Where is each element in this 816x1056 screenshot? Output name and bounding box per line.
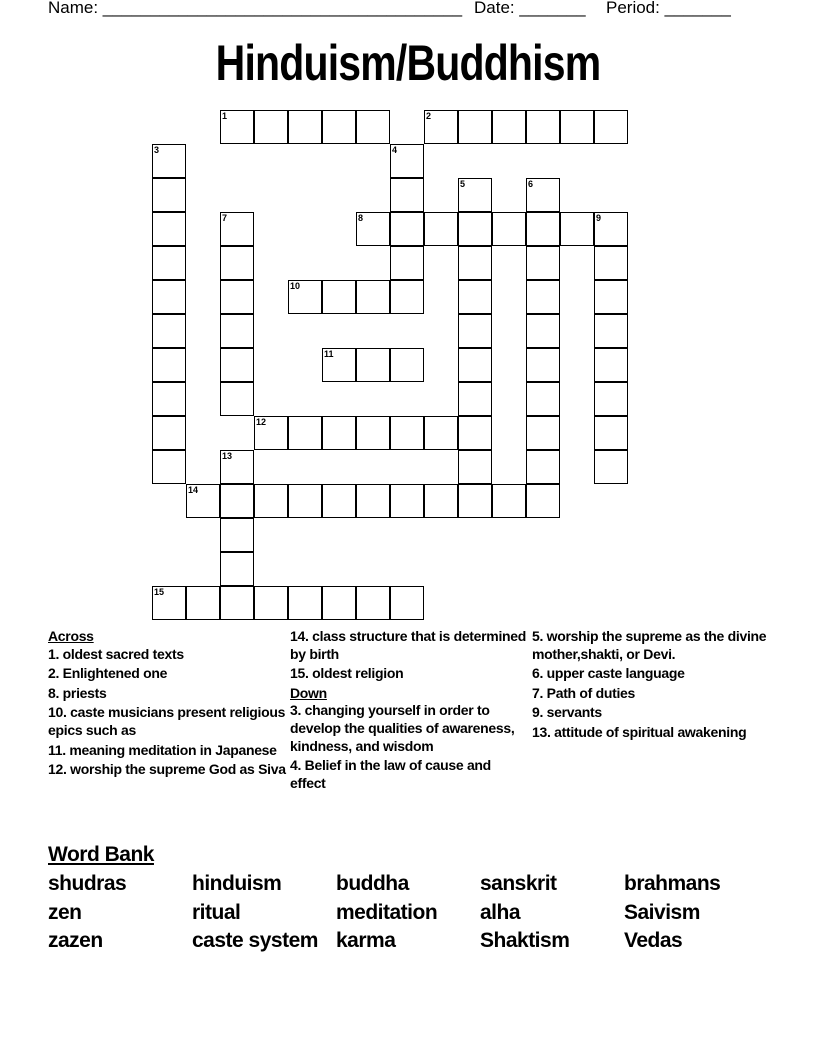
word-bank-word: Saivism bbox=[624, 901, 700, 924]
word-bank-word: karma bbox=[336, 929, 396, 952]
grid-cell[interactable] bbox=[594, 212, 628, 246]
clue-item: 7. Path of duties bbox=[532, 684, 636, 701]
grid-cell[interactable] bbox=[526, 178, 560, 212]
grid-cell[interactable] bbox=[526, 212, 560, 246]
grid-cell[interactable] bbox=[560, 110, 594, 144]
clue-number: 2 bbox=[426, 111, 432, 121]
grid-cell[interactable] bbox=[390, 586, 424, 620]
word-bank-word: buddha bbox=[336, 872, 409, 895]
clue-number: 13 bbox=[222, 451, 233, 461]
clue-number: 9 bbox=[596, 213, 602, 223]
grid-cell[interactable] bbox=[458, 314, 492, 348]
grid-cell[interactable] bbox=[152, 144, 186, 178]
grid-cell[interactable] bbox=[390, 178, 424, 212]
grid-cell[interactable] bbox=[424, 110, 458, 144]
word-bank-word: shudras bbox=[48, 872, 127, 895]
clue-number: 8 bbox=[358, 213, 364, 223]
grid-cell[interactable] bbox=[356, 110, 390, 144]
grid-cell[interactable] bbox=[492, 110, 526, 144]
clue-number: 14 bbox=[188, 485, 199, 495]
grid-cell[interactable] bbox=[594, 382, 628, 416]
word-bank-word: zen bbox=[48, 901, 82, 924]
grid-cell[interactable] bbox=[152, 348, 186, 382]
grid-cell[interactable] bbox=[220, 280, 254, 314]
grid-cell[interactable] bbox=[152, 382, 186, 416]
word-bank-word: hinduism bbox=[192, 872, 282, 895]
grid-cell[interactable] bbox=[254, 586, 288, 620]
word-bank-word: ritual bbox=[192, 901, 241, 924]
grid-cell[interactable] bbox=[458, 348, 492, 382]
grid-cell[interactable] bbox=[288, 110, 322, 144]
grid-cell[interactable] bbox=[356, 280, 390, 314]
clue-number: 12 bbox=[256, 417, 267, 427]
clue-number: 4 bbox=[392, 145, 398, 155]
word-bank-word: Shaktism bbox=[480, 929, 570, 952]
grid-cell[interactable] bbox=[526, 110, 560, 144]
grid-cell[interactable] bbox=[458, 178, 492, 212]
grid-cell[interactable] bbox=[288, 484, 322, 518]
grid-cell[interactable] bbox=[356, 348, 390, 382]
grid-cell[interactable] bbox=[526, 382, 560, 416]
grid-cell[interactable] bbox=[220, 212, 254, 246]
word-bank-word: Vedas bbox=[624, 929, 683, 952]
grid-cell[interactable] bbox=[254, 110, 288, 144]
down-heading: Down bbox=[290, 684, 327, 701]
grid-cell[interactable] bbox=[424, 416, 458, 450]
clue-item: 3. changing yourself in order to develop the qualities of awareness, kindness, and wisdom bbox=[290, 702, 515, 754]
grid-cell[interactable] bbox=[152, 586, 186, 620]
grid-cell[interactable] bbox=[424, 484, 458, 518]
grid-cell[interactable] bbox=[356, 416, 390, 450]
grid-cell[interactable] bbox=[526, 246, 560, 280]
grid-cell[interactable] bbox=[288, 586, 322, 620]
clues-column-2 bbox=[290, 628, 530, 794]
grid-cell[interactable] bbox=[356, 586, 390, 620]
grid-cell[interactable] bbox=[288, 416, 322, 450]
grid-cell[interactable] bbox=[356, 484, 390, 518]
grid-cell[interactable] bbox=[322, 484, 356, 518]
clues-column-1 bbox=[48, 628, 288, 781]
period-field[interactable]: Period: _______ bbox=[606, 0, 731, 17]
grid-cell[interactable] bbox=[152, 178, 186, 212]
grid-cell[interactable] bbox=[220, 246, 254, 280]
grid-cell[interactable] bbox=[594, 280, 628, 314]
grid-cell[interactable] bbox=[594, 416, 628, 450]
clue-item: 14. class structure that is determined by birth bbox=[290, 628, 527, 662]
grid-cell[interactable] bbox=[186, 586, 220, 620]
grid-cell[interactable] bbox=[152, 450, 186, 484]
grid-cell[interactable] bbox=[220, 348, 254, 382]
grid-cell[interactable] bbox=[152, 314, 186, 348]
grid-cell[interactable] bbox=[220, 450, 254, 484]
across-heading: Across bbox=[48, 628, 94, 644]
grid-cell[interactable] bbox=[390, 144, 424, 178]
grid-cell[interactable] bbox=[356, 212, 390, 246]
grid-cell[interactable] bbox=[322, 110, 356, 144]
grid-cell[interactable] bbox=[458, 110, 492, 144]
grid-cell[interactable] bbox=[390, 484, 424, 518]
grid-cell[interactable] bbox=[526, 314, 560, 348]
grid-cell[interactable] bbox=[322, 280, 356, 314]
grid-cell[interactable] bbox=[492, 212, 526, 246]
grid-cell[interactable] bbox=[458, 484, 492, 518]
clue-number: 10 bbox=[290, 281, 301, 291]
grid-cell[interactable] bbox=[526, 280, 560, 314]
grid-cell[interactable] bbox=[152, 416, 186, 450]
clue-number: 15 bbox=[154, 587, 165, 597]
grid-cell[interactable] bbox=[594, 246, 628, 280]
grid-cell[interactable] bbox=[390, 280, 424, 314]
across-clue-list bbox=[48, 646, 288, 779]
grid-cell[interactable] bbox=[186, 484, 220, 518]
grid-cell[interactable] bbox=[220, 552, 254, 586]
word-bank-word: alha bbox=[480, 901, 521, 924]
down-clue-list bbox=[290, 702, 530, 792]
grid-cell[interactable] bbox=[288, 280, 322, 314]
down-clue-list-continued bbox=[532, 628, 772, 742]
grid-cell[interactable] bbox=[220, 518, 254, 552]
clue-item: 5. worship the supreme as the divine mother,shakti, or Devi. bbox=[532, 628, 767, 662]
date-field[interactable]: Date: _______ bbox=[474, 0, 586, 17]
grid-cell[interactable] bbox=[220, 484, 254, 518]
grid-cell[interactable] bbox=[560, 212, 594, 246]
grid-cell[interactable] bbox=[526, 348, 560, 382]
clue-item: 9. servants bbox=[532, 704, 602, 721]
clue-item: 10. caste musicians present religious epics such as bbox=[48, 704, 286, 738]
clue-item: 11. meaning meditation in Japanese bbox=[48, 741, 277, 758]
word-bank-word: caste system bbox=[192, 929, 318, 952]
grid-cell[interactable] bbox=[220, 314, 254, 348]
grid-cell[interactable] bbox=[458, 246, 492, 280]
grid-cell[interactable] bbox=[220, 586, 254, 620]
grid-cell[interactable] bbox=[526, 484, 560, 518]
clue-number: 7 bbox=[222, 213, 228, 223]
clue-number: 11 bbox=[324, 349, 334, 359]
word-bank-title: Word Bank bbox=[48, 843, 154, 866]
clue-item: 2. Enlightened one bbox=[48, 665, 168, 682]
grid-cell[interactable] bbox=[220, 110, 254, 144]
clue-item: 12. worship the supreme God as Siva bbox=[48, 761, 286, 778]
clue-item: 13. attitude of spiritual awakening bbox=[532, 723, 747, 740]
grid-cell[interactable] bbox=[458, 382, 492, 416]
clue-item: 15. oldest religion bbox=[290, 665, 404, 682]
grid-cell[interactable] bbox=[220, 382, 254, 416]
word-bank-word: meditation bbox=[336, 901, 438, 924]
across-clue-list-continued bbox=[290, 628, 530, 683]
name-field[interactable]: Name: ______________________________________ bbox=[48, 0, 463, 17]
grid-cell[interactable] bbox=[390, 212, 424, 246]
grid-cell[interactable] bbox=[492, 484, 526, 518]
page-title: Hinduism/Buddhism bbox=[215, 35, 601, 91]
grid-cell[interactable] bbox=[322, 348, 356, 382]
clues-column-3 bbox=[532, 628, 772, 744]
grid-cell[interactable] bbox=[526, 450, 560, 484]
grid-cell[interactable] bbox=[322, 416, 356, 450]
word-bank-word: zazen bbox=[48, 929, 103, 952]
clue-number: 6 bbox=[528, 179, 534, 189]
clue-item: 4. Belief in the law of cause and effect bbox=[290, 757, 491, 791]
grid-cell[interactable] bbox=[526, 416, 560, 450]
clue-number: 1 bbox=[222, 111, 228, 121]
clue-number: 5 bbox=[460, 179, 466, 189]
clue-item: 1. oldest sacred texts bbox=[48, 645, 184, 662]
grid-cell[interactable] bbox=[458, 280, 492, 314]
grid-cell[interactable] bbox=[458, 212, 492, 246]
grid-cell[interactable] bbox=[390, 416, 424, 450]
grid-cell[interactable] bbox=[594, 314, 628, 348]
grid-cell[interactable] bbox=[390, 348, 424, 382]
clue-number: 3 bbox=[154, 145, 160, 155]
grid-cell[interactable] bbox=[458, 416, 492, 450]
grid-cell[interactable] bbox=[152, 212, 186, 246]
grid-cell[interactable] bbox=[152, 280, 186, 314]
grid-cell[interactable] bbox=[594, 110, 628, 144]
grid-cell[interactable] bbox=[458, 450, 492, 484]
grid-cell[interactable] bbox=[152, 246, 186, 280]
clue-item: 8. priests bbox=[48, 684, 107, 701]
word-bank-word: brahmans bbox=[624, 872, 721, 895]
grid-cell[interactable] bbox=[390, 246, 424, 280]
grid-cell[interactable] bbox=[254, 416, 288, 450]
grid-cell[interactable] bbox=[594, 348, 628, 382]
grid-cell[interactable] bbox=[254, 484, 288, 518]
grid-cell[interactable] bbox=[424, 212, 458, 246]
grid-cell[interactable] bbox=[322, 586, 356, 620]
grid-cell[interactable] bbox=[594, 450, 628, 484]
word-bank-word: sanskrit bbox=[480, 872, 557, 895]
clue-item: 6. upper caste language bbox=[532, 665, 685, 682]
